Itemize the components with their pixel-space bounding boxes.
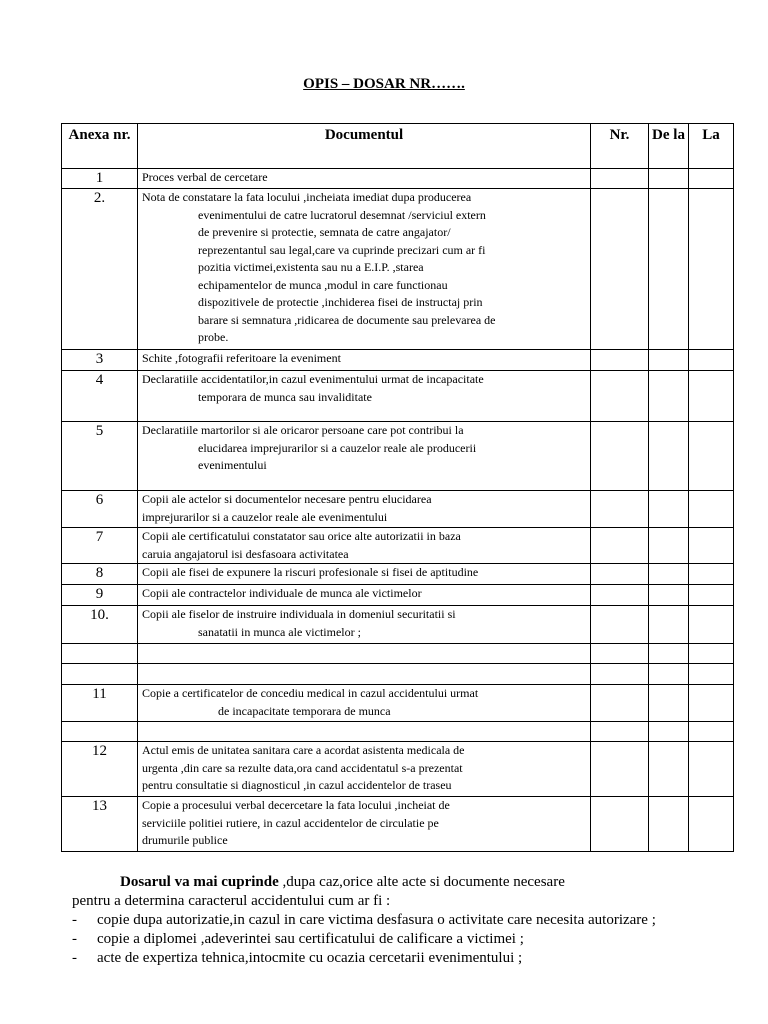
la-cell: [689, 169, 734, 189]
la-cell: [689, 585, 734, 606]
de-la-cell: [649, 722, 689, 742]
anexa-number: 7: [62, 528, 138, 564]
document-line: Actul emis de unitatea sanitara care a acordat asistenta medicala de: [142, 743, 465, 757]
page-title: OPIS – DOSAR NR…….: [303, 76, 465, 92]
la-cell: [689, 491, 734, 528]
anexa-number: 5: [62, 422, 138, 491]
nr-cell: [591, 606, 649, 644]
document-description: [138, 644, 591, 664]
document-description: [138, 491, 591, 528]
document-description: [138, 685, 591, 722]
bullet-list: [72, 911, 692, 968]
anexa-number: 10.: [62, 606, 138, 644]
table-row: [62, 585, 734, 606]
document-line: evenimentului: [198, 458, 267, 472]
document-line: sanatatii in munca ale victimelor ;: [198, 624, 361, 639]
table-header-row: [62, 124, 734, 169]
document-description: [138, 422, 591, 491]
document-line: elucidarea imprejurarilor si a cauzelor reale ale producerii: [198, 440, 477, 455]
document-line: caruia angajatorul isi desfasoara activitatea: [142, 546, 349, 561]
anexa-number: 2.: [62, 189, 138, 350]
anexa-number: 3: [62, 350, 138, 371]
de-la-cell: [649, 528, 689, 564]
la-cell: [689, 722, 734, 742]
anexa-number: [62, 722, 138, 742]
la-cell: [689, 189, 734, 350]
table-row: [62, 528, 734, 564]
table-row: [62, 722, 734, 742]
nr-cell: [591, 585, 649, 606]
anexa-number: 13: [62, 797, 138, 852]
document-description: [138, 528, 591, 564]
de-la-cell: [649, 797, 689, 852]
section-lead-text: ,dupa caz,orice alte acte si documente necesare: [278, 874, 565, 890]
de-la-cell: [649, 169, 689, 189]
nr-cell: [591, 685, 649, 722]
de-la-cell: [649, 491, 689, 528]
document-line: Proces verbal de cercetare: [142, 170, 268, 184]
document-line: serviciile politiei rutiere, in cazul accidentelor de circulatie pe: [142, 815, 439, 830]
document-description: [138, 742, 591, 797]
document-line: Declaratiile martorilor si ale oricaror persoane care pot contribui la: [142, 423, 464, 437]
document-line: evenimentului de catre lucratorul desemnat /serviciul extern: [198, 207, 486, 222]
document-description: [138, 606, 591, 644]
table-row: [62, 685, 734, 722]
document-line: Copie a certificatelor de concediu medical in cazul accidentului urmat: [142, 686, 479, 700]
section-lead-bold: Dosarul va mai cuprinde: [120, 874, 279, 890]
de-la-cell: [649, 606, 689, 644]
la-cell: [689, 606, 734, 644]
list-item-text: copie a diplomei ,adeverintei sau certificatului de calificare a victimei ;: [97, 931, 524, 947]
table-row: [62, 644, 734, 664]
anexa-number: 11: [62, 685, 138, 722]
table-row: [62, 371, 734, 422]
document-line: de incapacitate temporara de munca: [218, 703, 391, 718]
la-cell: [689, 528, 734, 564]
anexa-number: 9: [62, 585, 138, 606]
table-row: [62, 742, 734, 797]
anexa-number: 1: [62, 169, 138, 189]
nr-cell: [591, 371, 649, 422]
column-header-nr: Nr.: [591, 124, 649, 169]
column-header-document: Documentul: [138, 124, 591, 169]
de-la-cell: [649, 685, 689, 722]
document-description: [138, 564, 591, 585]
de-la-cell: [649, 664, 689, 685]
anexa-number: 12: [62, 742, 138, 797]
bullet-marker: -: [72, 950, 77, 966]
list-item: [72, 911, 692, 930]
document-line: temporara de munca sau invaliditate: [198, 389, 372, 404]
nr-cell: [591, 564, 649, 585]
la-cell: [689, 664, 734, 685]
bullet-marker: -: [72, 931, 77, 947]
table-row: [62, 189, 734, 350]
de-la-cell: [649, 422, 689, 491]
table-row: [62, 169, 734, 189]
document-line: reprezentantul sau legal,care va cuprinde precizari cum ar fi: [198, 242, 486, 257]
anexa-number: [62, 644, 138, 664]
nr-cell: [591, 722, 649, 742]
document-line: Copii ale actelor si documentelor necesare pentru elucidarea: [142, 492, 432, 506]
de-la-cell: [649, 742, 689, 797]
additional-documents-section: [72, 873, 692, 968]
anexa-number: 8: [62, 564, 138, 585]
document-description: [138, 189, 591, 350]
section-lead: [72, 873, 692, 892]
nr-cell: [591, 422, 649, 491]
document-description: [138, 169, 591, 189]
anexa-number: 6: [62, 491, 138, 528]
document-line: urgenta ,din care sa rezulte data,ora cand accidentatul s-a prezentat: [142, 760, 463, 775]
nr-cell: [591, 350, 649, 371]
document-line: Declaratiile accidentatilor,in cazul evenimentului urmat de incapacitate: [142, 372, 484, 386]
document-line: Copie a procesului verbal decercetare la fata locului ,incheiat de: [142, 798, 450, 812]
de-la-cell: [649, 189, 689, 350]
document-line: dispozitivele de protectie ,inchiderea fisei de instructaj prin: [198, 295, 483, 309]
document-line: barare si semnatura ,ridicarea de documente sau prelevarea de: [198, 312, 496, 327]
document-line: Copii ale contractelor individuale de munca ale victimelor: [142, 586, 422, 600]
table-row: [62, 664, 734, 685]
nr-cell: [591, 644, 649, 664]
document-description: [138, 797, 591, 852]
de-la-cell: [649, 564, 689, 585]
list-item-text: copie dupa autorizatie,in cazul in care victima desfasura o activitate care necesita autorizare ;: [97, 912, 656, 928]
document-line: de prevenire si protectie, semnata de catre angajator/: [198, 225, 451, 239]
de-la-cell: [649, 371, 689, 422]
column-header-la: La: [689, 124, 734, 169]
bullet-marker: -: [72, 912, 77, 928]
column-header-anexa: Anexa nr.: [62, 124, 138, 169]
anexa-number: 4: [62, 371, 138, 422]
nr-cell: [591, 797, 649, 852]
document-line: Copii ale fiselor de instruire individuala in domeniul securitatii si: [142, 607, 456, 621]
de-la-cell: [649, 350, 689, 371]
document-line: probe.: [198, 330, 229, 344]
table-row: [62, 564, 734, 585]
table-row: [62, 797, 734, 852]
nr-cell: [591, 189, 649, 350]
list-item-text: acte de expertiza tehnica,intocmite cu ocazia cercetarii evenimentului ;: [97, 950, 523, 966]
document-line: imprejurarilor si a cauzelor reale ale evenimentului: [142, 509, 388, 524]
list-item: [72, 930, 692, 949]
document-description: [138, 371, 591, 422]
document-description: [138, 722, 591, 742]
table-row: [62, 422, 734, 491]
nr-cell: [591, 742, 649, 797]
table-row: [62, 350, 734, 371]
la-cell: [689, 644, 734, 664]
la-cell: [689, 422, 734, 491]
nr-cell: [591, 664, 649, 685]
document-line: pentru consultatie si diagnosticul ,in cazul accidentelor de traseu: [142, 778, 452, 792]
document-line: echipamentelor de munca ,modul in care functionau: [198, 277, 448, 292]
de-la-cell: [649, 585, 689, 606]
document-line: Copii ale fisei de expunere la riscuri profesionale si fisei de aptitudine: [142, 565, 479, 579]
nr-cell: [591, 528, 649, 564]
la-cell: [689, 350, 734, 371]
la-cell: [689, 564, 734, 585]
anexa-number: [62, 664, 138, 685]
la-cell: [689, 797, 734, 852]
la-cell: [689, 371, 734, 422]
nr-cell: [591, 491, 649, 528]
document-line: Copii ale certificatului constatator sau orice alte autorizatii in baza: [142, 529, 461, 543]
la-cell: [689, 685, 734, 722]
document-line: drumurile publice: [142, 833, 228, 847]
document-line: pozitia victimei,existenta sau nu a E.I.P. ,starea: [198, 260, 424, 274]
document-description: [138, 350, 591, 371]
section-lead-continuation: pentru a determina caracterul accidentului cum ar fi :: [72, 893, 391, 909]
column-header-de-la: De la: [649, 124, 689, 169]
document-description: [138, 664, 591, 685]
de-la-cell: [649, 644, 689, 664]
document-description: [138, 585, 591, 606]
document-line: Schite ,fotografii referitoare la eveniment: [142, 351, 341, 365]
table-row: [62, 606, 734, 644]
table-row: [62, 491, 734, 528]
document-line: Nota de constatare la fata locului ,incheiata imediat dupa producerea: [142, 190, 472, 204]
la-cell: [689, 742, 734, 797]
opis-table: [61, 123, 734, 852]
list-item: [72, 949, 692, 968]
nr-cell: [591, 169, 649, 189]
